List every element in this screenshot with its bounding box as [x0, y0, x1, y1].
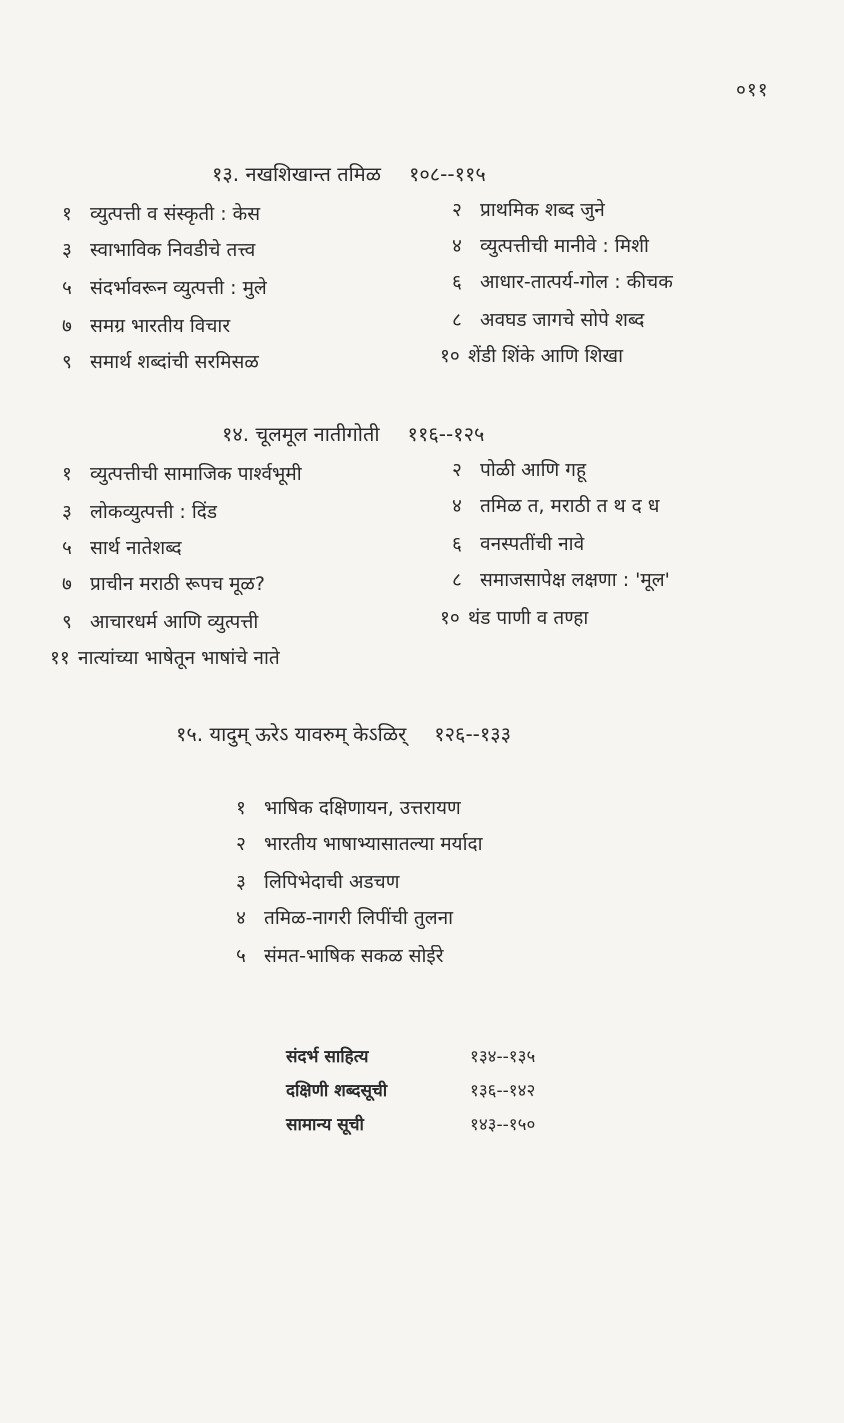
item-number: ५: [62, 537, 72, 559]
item-text: पोळी आणि गहू: [480, 459, 587, 481]
item-number: ९: [62, 351, 72, 373]
item-text: प्राथमिक शब्द जुने: [480, 199, 605, 221]
list-item: [452, 530, 584, 556]
list-item: [452, 268, 673, 294]
item-number: ६: [452, 271, 462, 293]
item-text: आधार-तात्पर्य-गोल : कीचक: [480, 271, 673, 293]
list-item: [62, 570, 265, 596]
item-text: वनस्पतींची नावे: [480, 533, 585, 555]
list-item: [452, 306, 644, 332]
item-number: ४: [452, 495, 462, 517]
item-number: ७: [62, 573, 72, 595]
list-item: [62, 274, 267, 300]
list-item: [236, 830, 483, 856]
chapter-13-heading: [212, 160, 486, 187]
item-number: १: [236, 797, 246, 819]
item-number: ७: [62, 315, 72, 337]
chapter-title: १३. नखशिखान्त तमिळ: [212, 162, 381, 186]
item-number: ५: [62, 277, 72, 299]
item-number: ९: [62, 611, 72, 633]
reference-label: संदर्भ साहित्य: [286, 1047, 369, 1067]
list-item: [62, 200, 260, 226]
item-text: नात्यांच्या भाषेतून भाषांचे नाते: [78, 647, 280, 669]
item-number: १: [62, 203, 72, 225]
list-item: [236, 868, 399, 894]
item-text: समार्थ शब्दांची सरमिसळ: [90, 351, 259, 373]
item-number: ४: [452, 235, 462, 257]
item-text: भारतीय भाषाभ्यासातल्या मर्यादा: [264, 833, 483, 855]
list-item: [236, 794, 461, 820]
list-item: [452, 196, 605, 222]
item-number: ३: [62, 501, 72, 523]
item-text: समाजसापेक्ष लक्षणा : 'मूल': [480, 569, 670, 591]
item-text: स्वाभाविक निवडीचे तत्त्व: [90, 239, 256, 261]
chapter-pages: १२६--१३३: [434, 722, 512, 746]
item-text: प्राचीन मराठी रूपच मूळ?: [90, 573, 265, 595]
item-number: २: [236, 833, 246, 855]
reference-label: दक्षिणी शब्दसूची: [286, 1081, 388, 1101]
list-item: [62, 236, 255, 262]
item-number: ११: [50, 647, 70, 669]
item-text: सार्थ नातेशब्द: [90, 537, 182, 559]
chapter-14-heading: [222, 420, 484, 447]
list-item: [452, 492, 659, 518]
item-text: अवघड जागचे सोपे शब्द: [480, 309, 645, 331]
item-text: संमत-भाषिक सकळ सोईरे: [264, 945, 444, 967]
item-number: १: [62, 463, 72, 485]
item-number: ८: [452, 569, 462, 591]
list-item: [440, 604, 588, 630]
item-text: व्युत्पत्तीची सामाजिक पार्श्वभूमी: [90, 463, 302, 485]
list-item: [62, 608, 258, 634]
item-number: १०: [440, 607, 460, 629]
list-item: [62, 312, 230, 338]
item-number: ३: [236, 871, 246, 893]
item-text: तमिळ-नागरी लिपींची तुलना: [264, 907, 454, 929]
item-text: संदर्भावरून व्युत्पत्ती : मुले: [90, 277, 267, 299]
list-item: [452, 232, 649, 258]
page-number: ०११: [736, 79, 769, 101]
list-item: [452, 566, 670, 592]
item-text: आचारधर्म आणि व्युत्पत्ती: [90, 611, 259, 633]
item-number: ४: [236, 907, 246, 929]
reference-pages: १४३--१५०: [470, 1115, 536, 1135]
item-text: लोकव्युत्पत्ती : दिंड: [90, 501, 218, 523]
item-number: ८: [452, 309, 462, 331]
list-item: [440, 342, 623, 368]
chapter-pages: ११६--१२५: [407, 422, 485, 446]
list-item: [62, 460, 302, 486]
item-number: २: [452, 459, 462, 481]
chapter-15-heading: [176, 720, 511, 747]
list-item: [236, 942, 444, 968]
list-item: [62, 348, 259, 374]
reference-pages: १३४--१३५: [470, 1047, 536, 1067]
reference-row: [286, 1112, 536, 1135]
item-number: ५: [236, 945, 246, 967]
list-item: [452, 456, 586, 482]
chapter-title: १५. यादुम् ऊरेऽ यावरुम् केऽळिर्: [176, 722, 407, 746]
list-item: [62, 534, 182, 560]
reference-pages: १३६--१४२: [470, 1081, 536, 1101]
item-text: व्युत्पत्ती व संस्कृती : केस: [90, 203, 261, 225]
item-number: २: [452, 199, 462, 221]
chapter-pages: १०८--११५: [408, 162, 486, 186]
reference-row: [286, 1044, 536, 1067]
item-text: शेंडी शिंके आणि शिखा: [468, 345, 623, 367]
item-text: लिपिभेदाची अडचण: [264, 871, 400, 893]
list-item: [62, 498, 217, 524]
chapter-title: १४. चूलमूल नातीगोती: [222, 422, 380, 446]
item-number: ६: [452, 533, 462, 555]
reference-row: [286, 1078, 536, 1101]
item-text: तमिळ त, मराठी त थ द ध: [480, 495, 660, 517]
list-item: [236, 904, 453, 930]
item-text: व्युत्पत्तीची मानीवे : मिशी: [480, 235, 649, 257]
item-text: भाषिक दक्षिणायन, उत्तरायण: [264, 797, 461, 819]
item-number: १०: [440, 345, 460, 367]
list-item: [50, 644, 280, 670]
item-text: थंड पाणी व तण्हा: [468, 607, 589, 629]
reference-label: सामान्य सूची: [286, 1115, 364, 1135]
item-text: समग्र भारतीय विचार: [90, 315, 231, 337]
item-number: ३: [62, 239, 72, 261]
